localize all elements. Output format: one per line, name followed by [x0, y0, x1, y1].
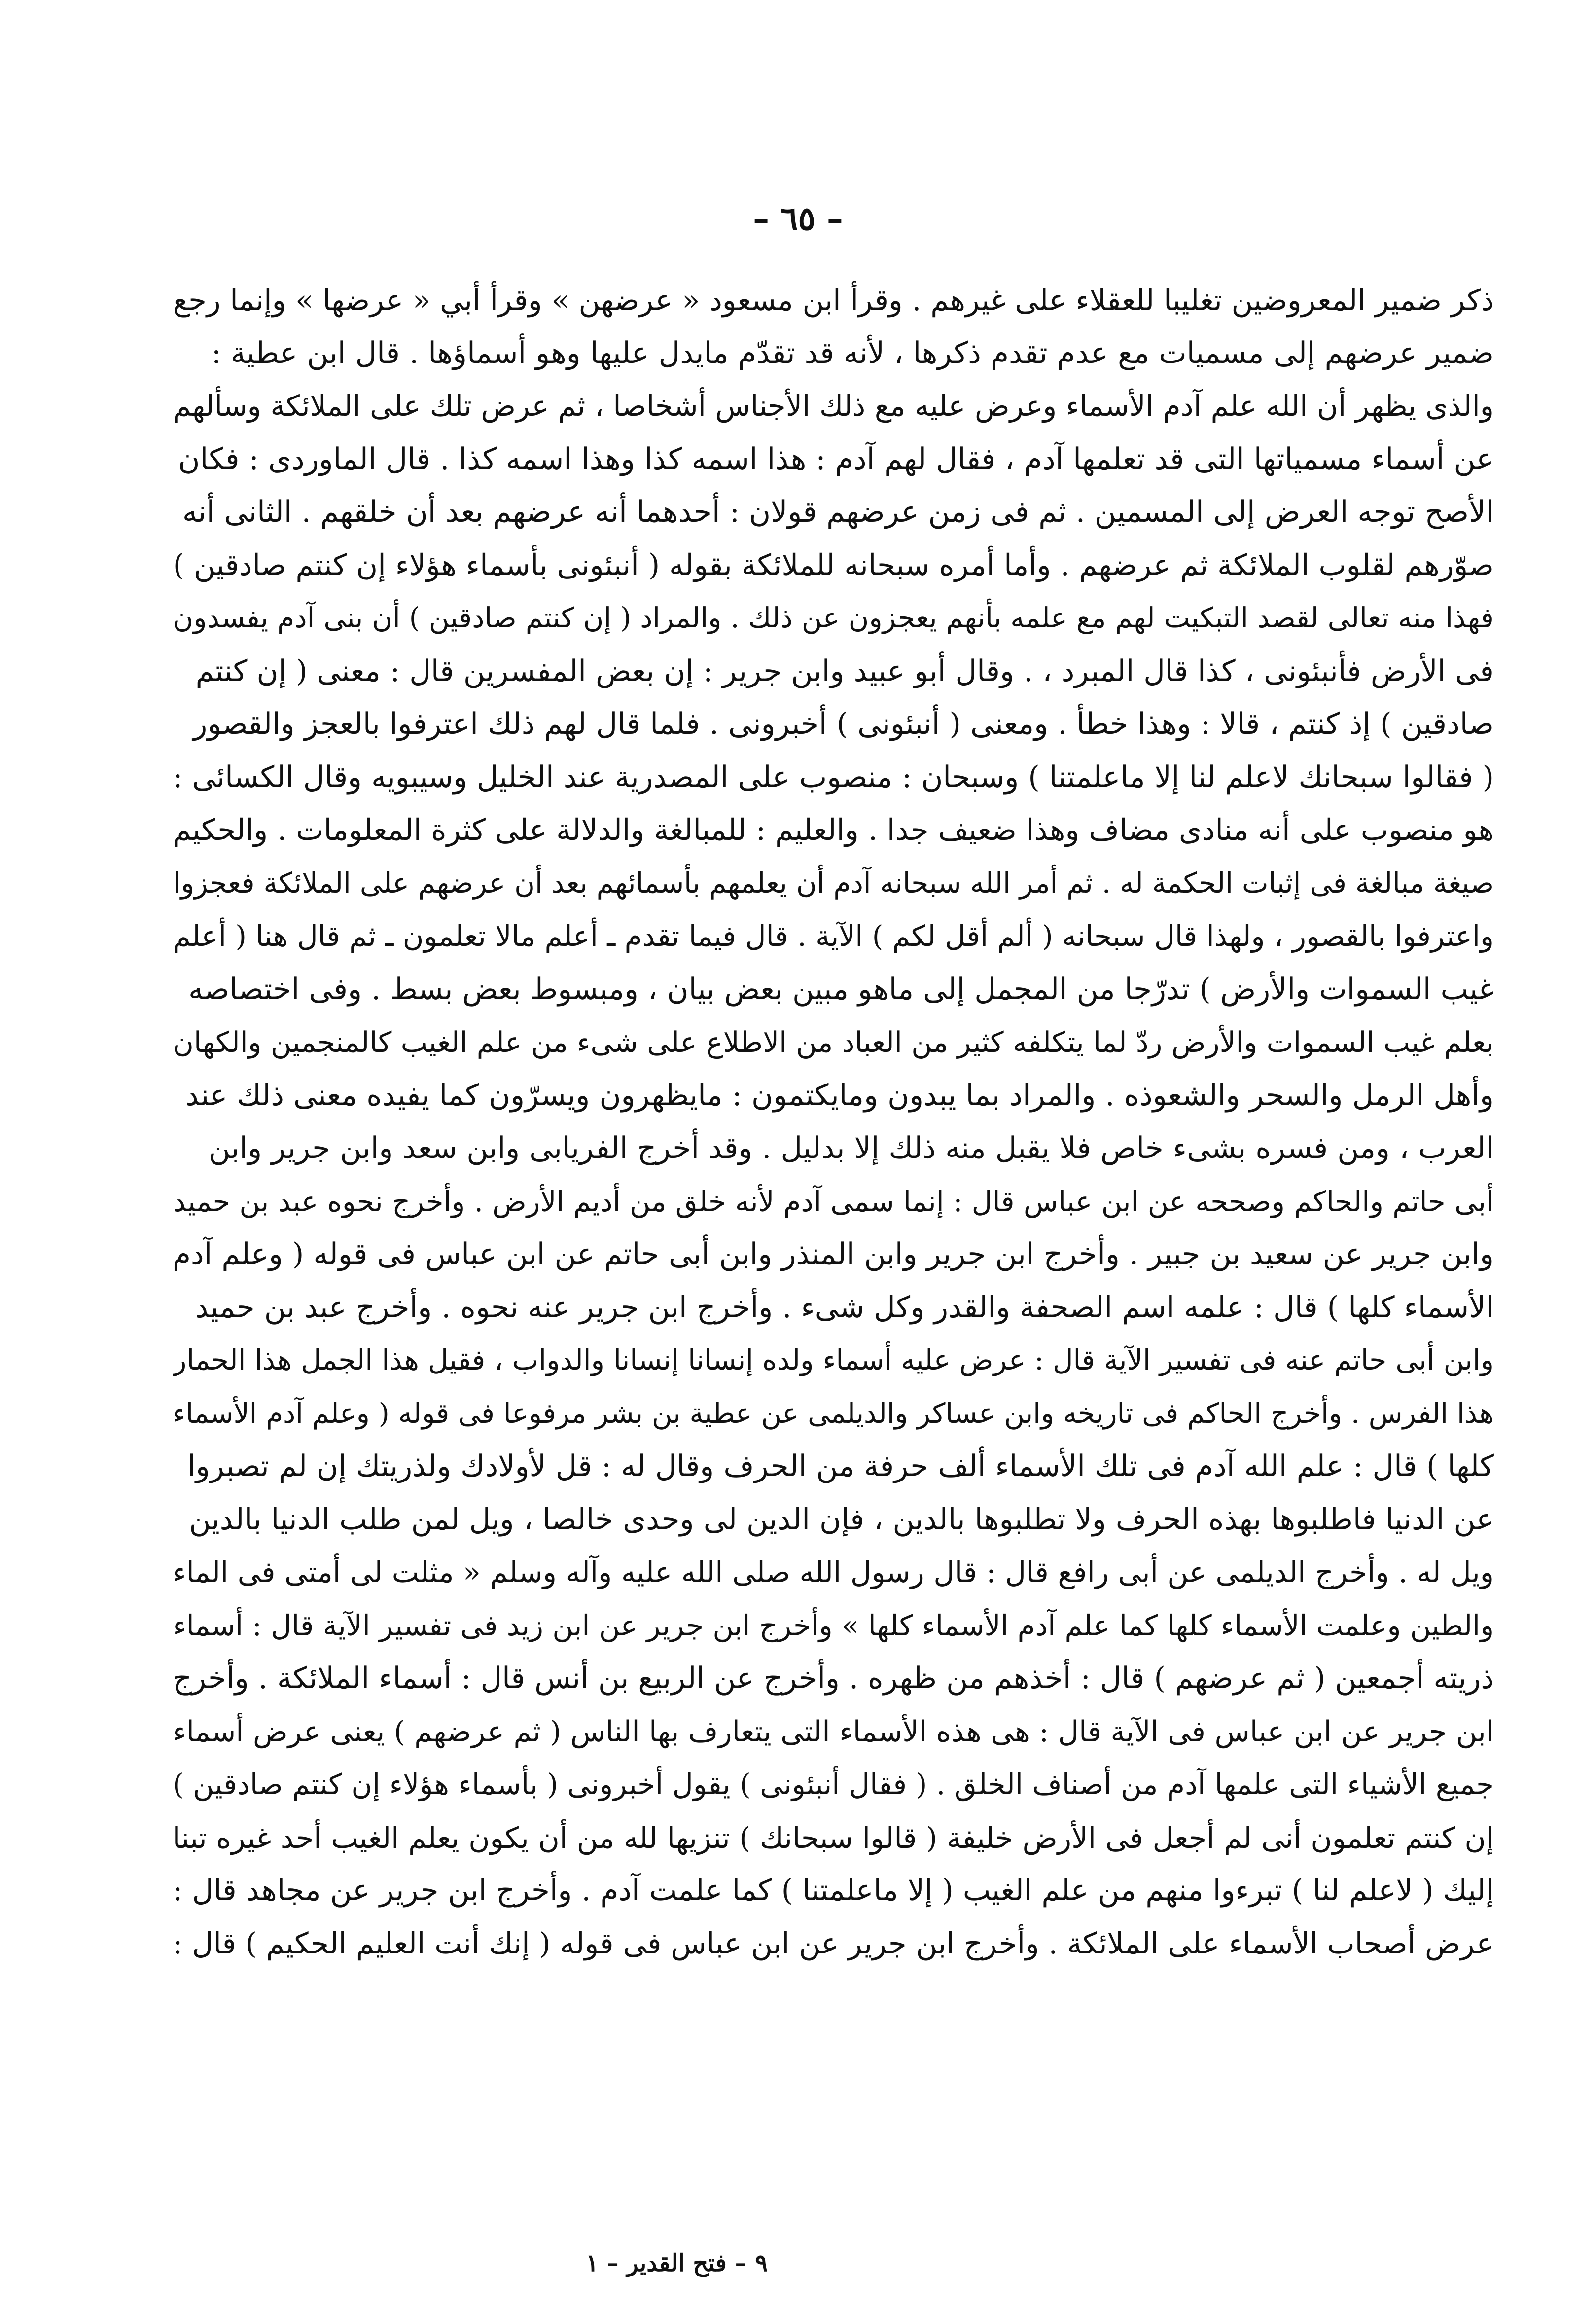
text-line: عرض أصحاب الأسماء على الملائكة . وأخرج ابن جرير عن ابن عباس فى قوله ( إنك أنت العليم الحكيم ) قال :	[173, 1926, 1494, 1961]
text-line: صيغة مبالغة فى إثبات الحكمة له . ثم أمر الله سبحانه آدم أن يعلمهم بأسمائهم بعد أن عرضهم على الملائكة فعجزوا	[173, 867, 1494, 900]
text-line: كلها ) قال : علم الله آدم فى تلك الأسماء ألف حرفة من الحرف وقال له : قل لأولادك ولذريتك إن لم تصبروا	[187, 1449, 1494, 1483]
body-text	[173, 274, 1494, 1970]
text-line: جميع الأشياء التى علمها آدم من أصناف الخلق . ( فقال أنبئونى ) يقول أخبرونى ( بأسماء هؤلاء إن كنتم صادقين )	[173, 1768, 1494, 1801]
text-line: الأسماء كلها ) قال : علمه اسم الصحفة والقدر وكل شىء . وأخرج ابن جرير عنه نحوه . وأخرج عبد بن حميد	[195, 1290, 1494, 1325]
text-line: العرب ، ومن فسره بشىء خاص فلا يقبل منه ذلك إلا بدليل . وقد أخرج الفريابى وابن سعد وابن جرير وابن	[209, 1131, 1494, 1165]
text-line: غيب السموات والأرض ) تدرّجا من المجمل إلى ماهو مبين بعض بيان ، ومبسوط بعض بسط . وفى اختصاصه	[188, 972, 1494, 1007]
text-line: وابن جرير عن سعيد بن جبير . وأخرج ابن جرير وابن المنذر وابن أبى حاتم عن ابن عباس فى قوله ( وعلم آدم	[173, 1237, 1494, 1271]
text-line: بعلم غيب السموات والأرض ردّ لما يتكلفه كثير من العباد من الاطلاع على شىء من علم الغيب كالمنجمين والكهان	[173, 1025, 1494, 1059]
text-line: والطين وعلمت الأسماء كلها كما علم آدم الأسماء كلها » وأخرج ابن جرير عن ابن زيد فى تفسير الآية قال : أسماء	[173, 1608, 1494, 1642]
text-line: ابن جرير عن ابن عباس فى الآية قال : هى هذه الأسماء التى يتعارف بها الناس ( ثم عرضهم ) يعنى عرض أسماء	[173, 1714, 1494, 1748]
footer-signature: ٩ – فتح القدير – ١	[586, 2249, 768, 2277]
page-number: – ٦٥ –	[753, 199, 843, 238]
text-line: الأصح توجه العرض إلى المسمين . ثم فى زمن عرضهم قولان : أحدهما أنه عرضهم بعد أن خلقهم . الثانى أنه	[182, 495, 1494, 529]
text-line: صوّرهم لقلوب الملائكة ثم عرضهم . وأما أمره سبحانه للملائكة بقوله ( أنبئونى بأسماء هؤلاء إن كنتم صادقين )	[173, 548, 1494, 582]
text-line: ويل له . وأخرج الديلمى عن أبى رافع قال : قال رسول الله صلى الله عليه وآله وسلم « مثلت لى أمتى فى الماء	[173, 1555, 1494, 1589]
text-line: واعترفوا بالقصور ، ولهذا قال سبحانه ( ألم أقل لكم ) الآية . قال فيما تقدم ـ أعلم مالا تعلمون ـ ثم قال هنا ( أعلم	[173, 919, 1494, 953]
text-line: والذى يظهر أن الله علم آدم الأسماء وعرض عليه مع ذلك الأجناس أشخاصا ، ثم عرض تلك على الملائكة وسألهم	[173, 389, 1494, 423]
text-line: هو منصوب على أنه منادى مضاف وهذا ضعيف جدا . والعليم : للمبالغة والدلالة على كثرة المعلومات . والحكيم	[173, 813, 1494, 847]
text-line: هذا الفرس . وأخرج الحاكم فى تاريخه وابن عساكر والديلمى عن عطية بن بشر مرفوعا فى قوله ( وعلم آدم الأسماء	[173, 1397, 1494, 1430]
text-line: عن أسماء مسمياتها التى قد تعلمها آدم ، فقال لهم آدم : هذا اسمه كذا وهذا اسمه كذا . قال الماوردى : فكان	[178, 441, 1494, 476]
text-line: ( فقالوا سبحانك لاعلم لنا إلا ماعلمتنا ) وسبحان : منصوب على المصدرية عند الخليل وسيبويه وقال الكسائى :	[173, 759, 1494, 795]
text-line: عن الدنيا فاطلبوها بهذه الحرف ولا تطلبوها بالدين ، فإن الدين لى وحدى خالصا ، ويل لمن طلب الدنيا بالدين	[189, 1502, 1494, 1537]
text-line: ذكر ضمير المعروضين تغليبا للعقلاء على غيرهم . وقرأ ابن مسعود « عرضهن » وقرأ أبي « عرضها » وإنما رجع	[173, 283, 1494, 317]
text-line: ضمير عرضهم إلى مسميات مع عدم تقدم ذكرها ، لأنه قد تقدّم مايدل عليها وهو أسماؤها . قال ابن عطية :	[211, 335, 1494, 370]
text-line: إن كنتم تعلمون أنى لم أجعل فى الأرض خليفة ( قالوا سبحانك ) تنزيها لله من أن يكون يعلم الغيب أحد غيره تبنا	[173, 1820, 1494, 1855]
text-line: وابن أبى حاتم عنه فى تفسير الآية قال : عرض عليه أسماء ولده إنسانا إنسانا والدواب ، فقيل هذا الجمل هذا الحمار	[173, 1344, 1494, 1376]
text-line: ذريته أجمعين ( ثم عرضهم ) قال : أخذهم من ظهره . وأخرج عن الربيع بن أنس قال : أسماء الملائكة . وأخرج	[173, 1661, 1494, 1696]
text-line: أبى حاتم والحاكم وصححه عن ابن عباس قال : إنما سمى آدم لأنه خلق من أديم الأرض . وأخرج نحوه عبد بن حميد	[173, 1185, 1494, 1218]
text-line: وأهل الرمل والسحر والشعوذه . والمراد بما يبدون ومايكتمون : مايظهرون ويسرّون كما يفيده معنى ذلك عند	[185, 1078, 1494, 1113]
text-line: فهذا منه تعالى لقصد التبكيت لهم مع علمه بأنهم يعجزون عن ذلك . والمراد ( إن كنتم صادقين ) أن بنى آدم يفسدون	[173, 602, 1494, 634]
text-line: فى الأرض فأنبئونى ، كذا قال المبرد ، . وقال أبو عبيد وابن جرير : إن بعض المفسرين قال : معنى ( إن كنتم	[195, 653, 1494, 688]
text-line: إليك ( لاعلم لنا ) تبرءوا منهم من علم الغيب ( إلا ماعلمتنا ) كما علمت آدم . وأخرج ابن جرير عن مجاهد قال :	[173, 1873, 1494, 1908]
text-line: صادقين ) إذ كنتم ، قالا : وهذا خطأ . ومعنى ( أنبئونى ) أخبرونى . فلما قال لهم ذلك اعترفوا بالعجز والقصور	[193, 707, 1494, 741]
